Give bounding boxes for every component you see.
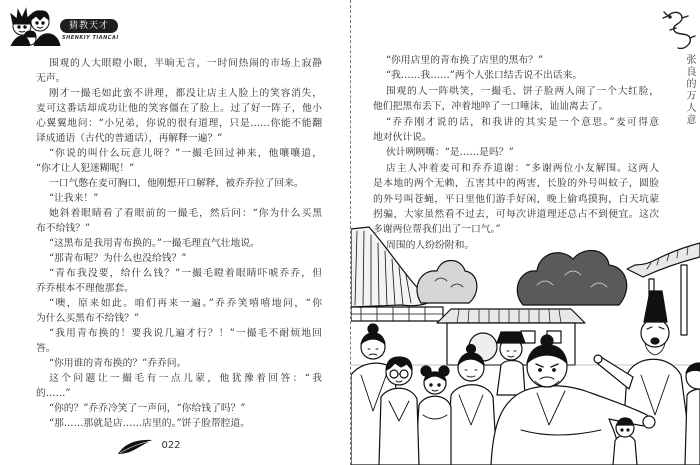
paragraph <box>36 371 322 401</box>
text-line: 这个问题让一撮毛有一点儿蒙，他犹豫着回答：“我 <box>49 373 322 384</box>
paragraph <box>36 326 322 356</box>
paragraph <box>373 115 659 146</box>
text-line: “那青布呢？为什么也没给钱？” <box>49 253 187 264</box>
paragraph <box>36 86 322 146</box>
text-line: 刚才一撮毛如此蛮不讲理，都没让店主人脸上的笑容消失， <box>49 88 322 99</box>
paragraph <box>373 53 659 68</box>
page-number: 022 <box>161 440 181 451</box>
text-line: “你的？”乔乔冷笑了一声问，“你给钱了吗？” <box>49 403 246 414</box>
paragraph <box>36 401 322 416</box>
text-line: 为什么买黑布不给钱？” <box>36 313 139 324</box>
paragraph <box>36 176 322 191</box>
text-line: 围观的人大眼瞪小眼，半晌无言，一时间热闹的市场上寂静 <box>49 58 322 69</box>
paragraph <box>36 296 322 326</box>
tree-left <box>417 261 477 304</box>
series-subtitle: SHENKIY TIANCAI <box>62 35 119 41</box>
paragraph <box>36 416 322 431</box>
series-title-banner: 猜教天才 <box>60 19 118 33</box>
feather-icon <box>116 438 154 456</box>
street-scene-illustration <box>351 225 700 465</box>
text-line: 麦可这番话却成功让他的笑容僵在了脸上。过了好一阵子，他小 <box>36 103 322 114</box>
left-page-body-text <box>36 56 322 431</box>
chapter-title: 张良的万人意 <box>684 54 695 126</box>
text-line: “青布我没要，给什么钱？”一撮毛瞪着眼睛吓唬乔乔，但 <box>49 268 322 279</box>
paragraph <box>36 191 322 206</box>
text-line: 答。 <box>36 343 56 354</box>
text-line: 乔乔根本不理他那套。 <box>36 283 134 294</box>
dragon-icon <box>660 8 698 54</box>
text-line: “噢，原来如此。咱们再来一遍。”乔乔笑嘻嘻地问，“你 <box>49 298 322 309</box>
text-line: “你说的叫什么玩意儿呀？”一撮毛回过神来，他嚷嚷道， <box>49 148 322 159</box>
paragraph <box>36 251 322 266</box>
paragraph <box>36 356 322 371</box>
text-line: 他们把黑布丢下，冲着地啐了一口唾沫，讪讪离去了。 <box>373 101 609 113</box>
text-line: 是本地的两个无赖，五害其中的两害，长脸的外号叫蚊子，圆脸 <box>373 178 659 190</box>
text-line: 的外号叫苍蝇，平日里他们游手好闲，晚上偷鸡摸狗，白天坑蒙 <box>373 193 659 205</box>
text-line: “我……我……”两个人张口结舌说不出话来。 <box>386 70 583 82</box>
right-page-body-text <box>373 53 659 253</box>
text-line: 心翼翼地问：“小兄弟，你说的很有道理，只是……你能不能翻 <box>36 118 322 129</box>
text-line: 拐骗，大家虽然看不过去，可每次讲道理还总占不到便宜。这次 <box>373 208 659 220</box>
text-line: “那……那就是店……店里的。”饼子脸帮腔道。 <box>49 418 251 429</box>
paragraph <box>373 145 659 160</box>
cartoon-kids-logo-icon <box>8 2 62 46</box>
paragraph <box>373 84 659 115</box>
text-line: 译成通语（古代的普通话），再解释一遍？” <box>36 133 223 144</box>
text-line: 地对伙计说。 <box>373 131 432 143</box>
text-line: “你才让人犯迷糊呢！” <box>36 163 135 174</box>
text-line: 布不给钱？” <box>36 223 90 234</box>
text-line: “你用谁的青布换的？”乔乔问。 <box>49 358 187 369</box>
paragraph <box>373 68 659 83</box>
tree-center <box>517 250 626 305</box>
text-line: 伙计咧咧嘴：“是……是吗？” <box>386 147 514 159</box>
paragraph <box>36 236 322 251</box>
paragraph <box>36 146 322 176</box>
text-line: 她斜着眼睛看了看眼前的一撮毛，然后问：“你为什么买黑 <box>49 208 322 219</box>
text-line: “这黑布是我用青布换的。”一撮毛理直气壮地说。 <box>49 238 260 249</box>
text-line: “我用青布换的！要我说几遍才行？！”一撮毛不耐烦地回 <box>49 328 322 339</box>
paragraph <box>36 206 322 236</box>
text-line: 周围的人纷纷附和。 <box>386 239 475 251</box>
character-small-child <box>613 418 637 465</box>
text-line: 的……” <box>36 388 71 399</box>
paragraph <box>36 56 322 86</box>
text-line: 店主人冲着麦可和乔乔道谢：“多谢两位小友解围。这两人 <box>386 162 659 174</box>
text-line: 围观的人一阵哄笑，一撮毛、饼子脸两人闹了一个大红脸， <box>386 85 659 97</box>
text-line: “乔乔刚才说的话，和我讲的其实是一个意思。”麦可得意 <box>386 116 659 128</box>
character-girl <box>415 366 451 465</box>
paragraph <box>36 266 322 296</box>
character-man-far-right <box>685 363 700 465</box>
text-line: 一口气憋在麦可胸口，他刚想开口解释，被乔乔拉了回来。 <box>49 178 304 189</box>
text-line: “让我来！” <box>49 193 99 204</box>
text-line: 无声。 <box>36 73 66 84</box>
text-line: “你用店里的青布换了店里的黑布？” <box>386 55 543 66</box>
text-line: 多谢两位帮我们出了一口气。” <box>373 224 501 236</box>
